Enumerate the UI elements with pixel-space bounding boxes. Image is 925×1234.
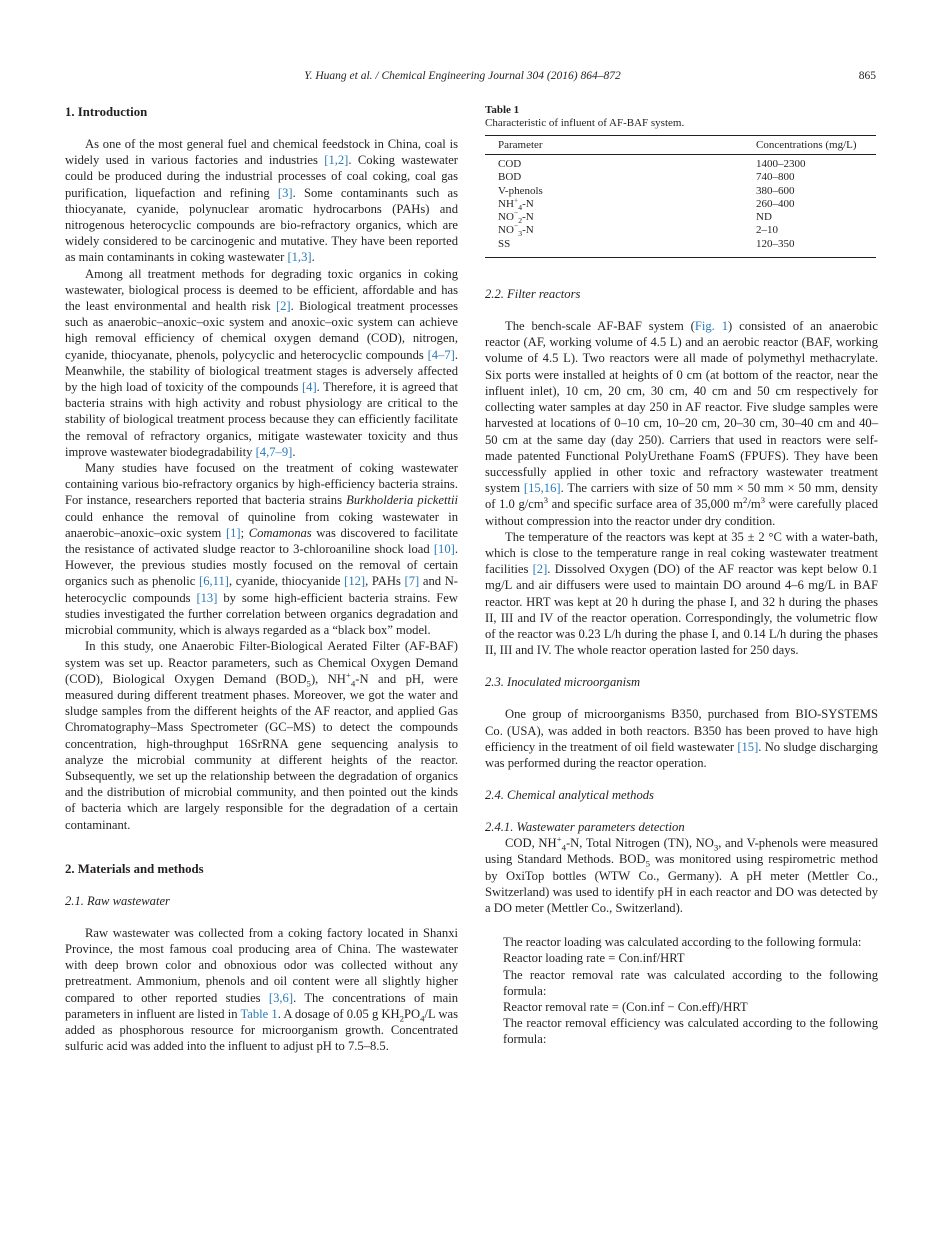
subscript: 3 [518,229,523,239]
inoculated-body [485,706,878,771]
paragraph: Raw wastewater was collected from a coking factory located in Shanxi Province, the most famous coal producing area of China. The wastewater with deep brown color and obnoxious odor was collected without any pretreatment. Ammonium, phenols and oil content were all slightly higher compared to other reported studies [3,6]. The concentrations of main parameters in influent are listed in Table 1. A dosage of 0.05 g $KH_2PO_4/L$ was added as phosphorous resource for microorganism growth. Concentrated sulfuric acid was added into the influent to adjust pH to 7.5–8.5. [65,925,459,1054]
citation-link[interactable]: [10] [433,542,455,557]
subsection-heading-inoculated: 2.3. Inoculated microorganism [485,675,641,690]
table-caption: Characteristic of influent of AF-BAF system. [485,117,685,129]
subscript: 5 [306,678,311,689]
table-row [485,238,876,258]
citation-link[interactable]: [4–7] [427,347,455,362]
subscript: 4 [518,203,523,213]
citation-link[interactable]: [7] [404,574,420,589]
formula-text: The reactor removal rate was calculated according to the following formula: [503,967,878,998]
citation-link[interactable]: [4,7–9] [255,444,293,459]
table-row [485,171,876,184]
italic-term: Burkholderia pickettii [346,493,458,508]
subscript: 5 [645,858,650,869]
superscript: + [345,669,351,680]
formula-loading-rate: Reactor loading rate = Con.inf/HRT [503,951,685,966]
subsection-heading-filter-reactors: 2.2. Filter reactors [485,287,581,302]
paragraph: The temperature of the reactors was kept at 35 ± 2 °C with a water-bath, which is close to the temperature range in real coking wastewater treatment facilities [2]. Dissolved Oxygen (DO) of the AF reactor was kept below 0.1 mg/L and air diffusers were used to maintain DO around 4–6 mg/L in BAF reactor. HRT was kept at 20 h during the phase I, and 32 h during the phases II, III and IV of the reactor operation. Correspondingly, the volumetric flow of the reactor was 0.23 L/h during the phase I, and 0.14 L/h during the phases II, III and IV. The whole reactor operation lasted for 250 days. [485,529,878,658]
section-heading-introduction: 1. Introduction [65,105,148,119]
paragraph: As one of the most general fuel and chemical feedstock in China, coal is widely used in various factories and industries [1,2]. Coking wastewater could be produced during the industrial processes of coal coking, coal gas purification, liquefaction and refining [3]. Some contaminants such as thiocyanate, cyanide, polynuclear aromatic hydrocarbons (PAHs) and nitrogenous heterocyclic compounds are bio-refractory organics, which are widely considered to be carcinogenic and mutative. They have been reported as main contaminants in coking wastewater [1,3]. [65,137,458,265]
formula-removal-rate: Reactor removal rate = (Con.inf − Con.eff)/HRT [503,999,748,1014]
subsection-heading-raw-wastewater: 2.1. Raw wastewater [65,893,170,908]
table-row [485,185,876,198]
citation-link[interactable]: [15] [737,739,759,754]
paragraph: Many studies have focused on the treatment of coking wastewater containing various bio-refractory organics by high-efficiency bacteria strains. For instance, researchers reported that bacteria strains Burkholderia pickettii could enhance the removal of quinoline from coking wastewater in anaerobic–anoxic–oxic system [1]; Comamonas was discovered to facilitate the resistance of activated sludge reactor to 3-chloroaniline shock load [10]. However, the previous studies mostly focused on the removal of certain organics such as phenolic [6,11], cyanide, thiocyanide [12], PAHs [7] and N-heterocyclic compounds [13] by some high-efficient bacteria strains. Few studies investigated the further correlation between organics degradation and microbial community, which is always regarded as a “black box” model. [65,461,458,638]
superscript: − [513,221,519,231]
superscript: 2 [742,495,748,506]
paragraph: In this study, one Anaerobic Filter-Biological Aerated Filter (AF-BAF) system was set up. Reactor parameters, such as Chemical Oxygen Demand (COD), Biological Oxygen Demand $(BOD_5)$, $NH^+_4-N$ and pH, were measured during different treatment phases. Moreover, we got the water and sludge samples from the different heights of the AF reactor, and applied Gas Chromatography–Mass Spectrometer (GC–MS) to detect the compounds concentration, high-throughput 16SrRNA gene sequencing analysis to analyze the microbial community at different heights of the reactor. Subsequently, we set up the relationship between the degradation of organics and the distribution of microbial community, and then pointed out the kinds of bacteria which are largely responsible for the degradation of a certain contaminant. [65,639,458,832]
citation-link[interactable]: [2] [532,562,548,577]
subscript: 2 [399,1013,405,1024]
paragraph: The bench-scale AF-BAF system (Fig. 1) consisted of an anaerobic reactor (AF, working volume of 4.5 L) and an aerobic reactor (BAF, working volume of 4.5 L). Two reactors were all made of polymethyl methacrylate. Six ports were installed at heights of 0 cm (at bottom of the reactor, near the influent inlet), 10 cm, 20 cm, 30 cm, 40 cm and 50 cm respectively for collecting water samples at day 250 in AF reactor. Five sludge samples were harvested at locations of 0–10 cm, 10–20 cm, 20–30 cm, 30–40 cm and 40–50 cm at the same day (day 250). Carriers that used in reactors were self-made patented Functional PolyUrethane FoamS (FPUFS). They have been successfully applied in other toxic and refractory wastewater treatment system [15,16]. The carriers with size of 50 mm × 50 mm × 50 mm, density of 1.0 $g/cm^3$ and specific surface area of 35,000 $m^2/m^3$ were carefully placed without compression into the reactor under dry condition. [485,319,878,528]
citation-link[interactable]: Fig. 1 [694,319,729,334]
column-header: Concentrations (mg/L) [743,136,876,155]
table-row [485,224,876,237]
parameter-cell: $NO^-_2-N$ [498,208,534,226]
table-row [485,211,876,224]
parameter-cell: BOD [498,171,522,184]
subsection-heading-chemical-methods: 2.4. Chemical analytical methods [485,788,654,803]
concentration-cell: 380–600 [756,184,795,197]
subscript: 3 [713,842,719,853]
concentration-cell: 120–350 [743,238,876,258]
paragraph: COD, $NH^+_4-N$, Total Nitrogen (TN), $NO_3$, and V-phenols were measured using Standard Methods. $BOD_5$ was monitored using respirometric method by OxiTop bottles (WTW Co., Germany). A pH meter (Mettler Co., Switzerland) was used to identify pH in each reactor and DO was detected by a DO meter (Mettler Co., Switzerland). [485,833,879,915]
concentration-cell: 2–10 [756,224,778,237]
citation-link[interactable]: [12] [344,574,366,589]
italic-term: Comamonas [248,525,312,540]
concentration-cell: 740–800 [756,171,795,184]
superscript: 3 [543,495,549,506]
superscript: + [513,195,519,205]
right-column [485,104,878,1048]
table-title: Table 1 [485,104,520,116]
superscript: + [556,833,562,844]
citation-link[interactable]: [6,11] [199,574,229,589]
detection-body [485,835,878,916]
influent-table [485,135,876,258]
table-row [485,198,876,211]
citation-link[interactable]: [15,16] [523,481,561,496]
parameter-cell: SS [485,238,743,258]
subscript: 4 [350,678,356,689]
raw-wastewater-body [65,925,458,1055]
table-row [485,155,876,172]
parameter-cell: $NH^+_4-N$ [498,195,534,213]
paragraph: One group of microorganisms B350, purchased from BIO-SYSTEMS Co. (USA), was added in both reactors. B350 has been proved to have high efficiency in the treatment of oil field wastewater [15]. No sludge discharging was performed during the reactor operation. [485,707,878,770]
column-header: Parameter [485,136,743,155]
running-header [0,70,925,86]
citation-link[interactable]: [1] [225,525,241,540]
citation-link[interactable]: Table 1 [240,1006,278,1021]
superscript: − [513,208,519,218]
parameter-cell: $NO^-_3-N$ [498,221,534,239]
left-column [65,104,458,1054]
concentration-cell: ND [756,211,772,224]
page-number: 865 [858,70,876,82]
citation-link[interactable]: [2] [275,299,291,314]
subscript: 2 [518,216,523,226]
subscript: 4 [420,1013,425,1024]
concentration-cell: 1400–2300 [756,158,806,170]
citation-link[interactable]: [13] [196,590,218,605]
subsubsection-heading-detection: 2.4.1. Wastewater parameters detection [485,820,685,835]
running-title: Y. Huang et al. / Chemical Engineering Journal 304 (2016) 864–872 [304,70,621,82]
formula-text: The reactor loading was calculated according to the following formula: [503,935,862,950]
citation-link[interactable]: [3] [277,185,293,200]
introduction-body [65,136,458,833]
citation-link[interactable]: [1,3] [287,250,312,265]
citation-link[interactable]: [1,2] [324,153,349,168]
subscript: 4 [561,842,566,853]
section-heading-methods: 2. Materials and methods [65,861,204,876]
formula-block [503,934,878,1047]
table-1 [485,104,878,258]
filter-reactors-body [485,318,878,658]
citation-link[interactable]: [3,6] [268,990,294,1005]
paragraph: Among all treatment methods for degrading toxic organics in coking wastewater, biological process is deemed to be efficient, affordable and has the least environmental and health risk [2]. Biological treatment processes such as anaerobic–anoxic–oxic system and anoxic–oxic system can achieve high removal efficiency of chemical oxygen demand (COD), nitrogen, cyanide, thiocyanate, phenols, polycyclic and heterocyclic compounds [4–7]. Meanwhile, the stability of biological treatment stages is adversely affected by the high load of toxicity of the compounds [4]. Therefore, it is agreed that bacteria strains with high activity and robust physiology are critical to the stability of biological treatment process because they can efficiently facilitate the removal of refractory organics, mitigate wastewater toxicity and thus improve wastewater biodegradability [4,7–9]. [65,266,458,459]
concentration-cell: 260–400 [756,197,795,210]
parameter-cell: V-phenols [498,184,543,197]
superscript: 3 [760,495,766,506]
formula-text: The reactor removal efficiency was calculated according to the following formula: [503,1016,878,1047]
parameter-cell: COD [498,158,522,170]
citation-link[interactable]: [4] [301,380,317,395]
